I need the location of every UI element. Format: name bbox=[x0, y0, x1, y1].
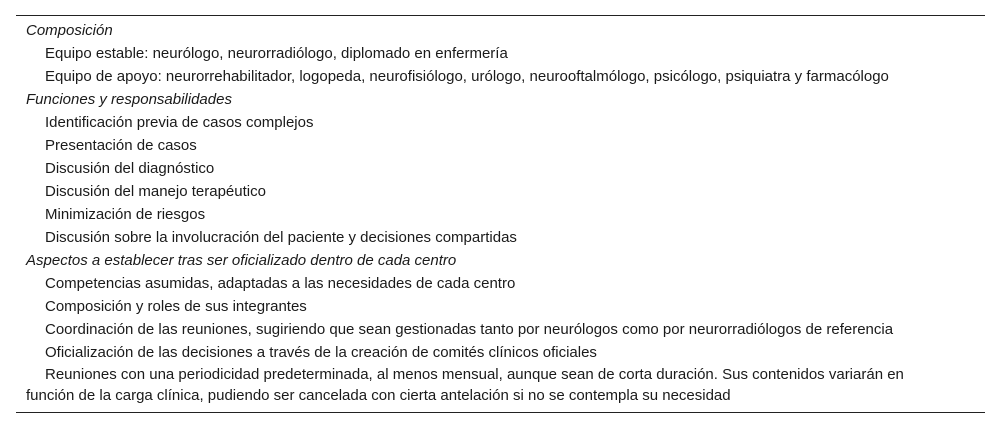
list-item: Discusión del diagnóstico bbox=[45, 160, 215, 177]
list-item: Reuniones con una periodicidad predeterminada, al menos mensual, aunque sean de corta duración. Sus contenidos variarán en función de la carga clínica, pudiendo ser cancelada con cierta antelación si no se contempla su necesidad bbox=[26, 366, 904, 404]
section-heading-functions: Funciones y responsabilidades bbox=[26, 91, 232, 108]
list-item: Identificación previa de casos complejos bbox=[45, 114, 314, 131]
list-item: Oficialización de las decisiones a través de la creación de comités clínicos oficiales bbox=[45, 344, 597, 361]
list-item: Discusión del manejo terapéutico bbox=[45, 183, 266, 200]
list-item: Minimización de riesgos bbox=[45, 206, 206, 223]
section-heading-aspects: Aspectos a establecer tras ser oficializado dentro de cada centro bbox=[26, 252, 457, 269]
list-item: Coordinación de las reuniones, sugiriendo que sean gestionadas tanto por neurólogos como por neurorradiólogos de referencia bbox=[45, 321, 894, 338]
list-item: Presentación de casos bbox=[45, 137, 197, 154]
list-item: Competencias asumidas, adaptadas a las necesidades de cada centro bbox=[45, 275, 516, 292]
section-heading-composition: Composición bbox=[26, 22, 113, 39]
list-item: Equipo estable: neurólogo, neurorradiólogo, diplomado en enfermería bbox=[45, 45, 508, 62]
list-item: Discusión sobre la involucración del paciente y decisiones compartidas bbox=[45, 229, 517, 246]
list-item: Equipo de apoyo: neurorrehabilitador, logopeda, neurofisiólogo, urólogo, neurooftalmólogo, psicólogo, psiquiatra y farmacólogo bbox=[45, 68, 889, 85]
committee-table bbox=[16, 15, 985, 413]
list-item: Composición y roles de sus integrantes bbox=[45, 298, 307, 315]
